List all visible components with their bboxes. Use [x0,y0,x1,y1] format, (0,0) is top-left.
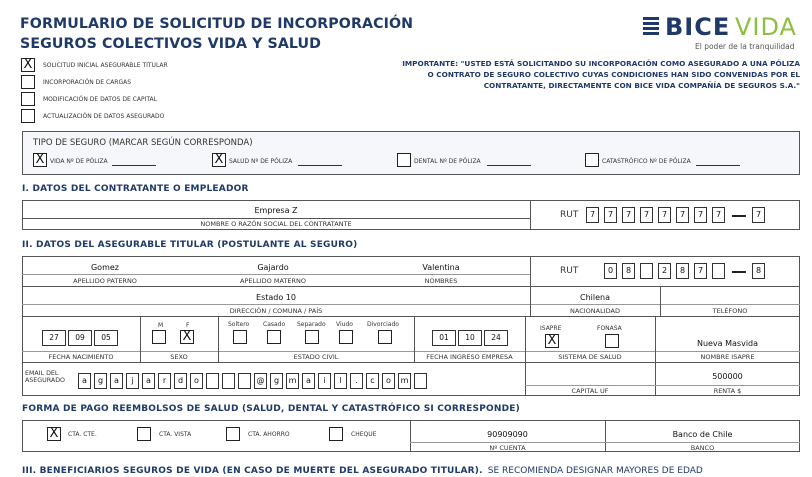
direccion-value[interactable]: Estado 10 [256,293,296,302]
email-char[interactable]: m [286,373,299,389]
section2-title: II. DATOS DEL ASEGURABLE TITULAR (POSTULANTE AL SEGURO) [22,240,358,250]
rut-digit[interactable]: 8 [622,263,635,279]
rut-digit[interactable]: 7 [640,207,653,223]
label-cheque: CHEQUE [351,431,377,438]
checkbox-actualizacion-datos[interactable] [21,109,35,123]
checkbox-solicitud-inicial[interactable]: X [21,58,35,72]
rut-digit[interactable] [712,263,725,279]
logo-tagline: El poder de la tranquilidad [695,42,795,51]
logo-vida-text: VIDA [735,13,797,41]
label-cta-ahorro: CTA. AHORRO [248,431,290,438]
fonasa-label: FONASA [597,325,622,332]
section3-note: SE RECOMIENDA DESIGNAR MAYORES DE EDAD [487,466,703,476]
label-cta-cte: CTA. CTE. [68,431,97,438]
logo-bice-text: BICE [665,13,731,41]
rut-digit[interactable]: 8 [676,263,689,279]
payment-title: FORMA DE PAGO REEMBOLSOS DE SALUD (SALUD, DENTAL Y CATASTRÓFICO SI CORRESPONDE) [22,404,520,414]
bank-value[interactable]: Banco de Chile [672,430,733,439]
rut-digit[interactable]: 0 [604,263,617,279]
company-name-label: NOMBRE O RAZÓN SOCIAL DEL CONTRATANTE [200,220,352,228]
form-title-line2: SEGUROS COLECTIVOS VIDA Y SALUD [20,36,322,52]
rut-digit[interactable]: 7 [676,207,689,223]
email-char[interactable]: c [366,373,379,389]
label-actualizacion-datos: ACTUALIZACIÓN DE DATOS ASEGURADO [43,113,165,120]
rut-digit[interactable]: 7 [712,207,725,223]
birth-day[interactable]: 27 [42,330,66,346]
label-salud-poliza: SALUD Nº DE PÓLIZA [229,158,293,165]
company-name-value[interactable]: Empresa Z [254,206,298,215]
section2-rut-label: RUT [560,266,579,276]
rut-dash [732,215,746,217]
label-incorporacion-cargas: INCORPORACIÓN DE CARGAS [43,79,132,86]
email-char[interactable]: i [318,373,331,389]
nacionalidad-label: NACIONALIDAD [570,307,620,315]
rut-digit[interactable]: 2 [658,263,671,279]
nacionalidad-value[interactable]: Chilena [580,293,610,302]
birth-label: FECHA NACIMIENTO [48,353,114,361]
vida-poliza-field[interactable] [112,165,156,166]
checkbox-civil-divorciado[interactable] [378,330,392,344]
entry-month[interactable]: 10 [458,330,482,346]
email-char[interactable]: j [126,373,139,389]
email-char[interactable]: a [142,373,155,389]
label-solicitud-inicial: SOLICITUD INICIAL ASEGURABLE TITULAR [43,62,168,69]
health-system-label: SISTEMA DE SALUD [558,353,622,361]
label-vida-poliza: VIDA Nº DE PÓLIZA [50,158,108,165]
checkbox-cta-cte[interactable]: X [47,427,61,441]
direccion-label: DIRECCIÓN / COMUNA / PAÍS [229,307,323,315]
civil-divorciado-label: Divorciado [367,321,399,328]
important-notice [402,58,800,91]
email-char[interactable]: o [190,373,203,389]
checkbox-fonasa[interactable] [605,334,619,348]
email-char[interactable]: d [174,373,187,389]
checkbox-salud[interactable]: X [212,153,226,167]
rut-dash [732,271,746,273]
checkbox-catastrofico[interactable] [585,153,599,167]
email-char[interactable]: @ [254,373,267,389]
email-char[interactable] [222,373,235,389]
email-char[interactable] [414,373,427,389]
catastrofico-poliza-field[interactable] [696,165,740,166]
apellido-materno-label: APELLIDO MATERNO [240,277,306,285]
checkbox-civil-casado[interactable] [267,330,281,344]
entry-label: FECHA INGRESO EMPRESA [426,353,513,361]
bank-label: BANCO [690,444,715,452]
apellido-materno-value[interactable]: Gajardo [257,263,289,272]
rut-digit[interactable] [640,263,653,279]
birth-month[interactable]: 09 [68,330,92,346]
label-catastrofico-poliza: CATASTRÓFICO Nº DE PÓLIZA [602,158,691,165]
section3-title: III. BENEFICIARIOS SEGUROS DE VIDA (EN CASO DE MUERTE DEL ASEGURADO TITULAR). [22,466,483,476]
checkbox-cheque[interactable] [329,427,343,441]
civil-separado-label: Separado [297,321,326,328]
capital-uf-label: CAPITAL UF [571,387,609,395]
rut-digit[interactable]: 7 [622,207,635,223]
email-char[interactable]: a [302,373,315,389]
section3-header [22,458,703,477]
email-char[interactable]: o [382,373,395,389]
email-char[interactable]: g [270,373,283,389]
isapre-label: ISAPRE [540,325,562,332]
account-number-label: Nº CUENTA [489,444,526,452]
isapre-name-value[interactable]: Nueva Masvida [696,339,759,348]
checkbox-incorporacion-cargas[interactable] [21,75,35,89]
checkbox-cta-vista[interactable] [137,427,151,441]
checkbox-isapre[interactable]: X [545,334,559,348]
salud-poliza-field[interactable] [298,165,342,166]
renta-label: RENTA $ [713,387,742,395]
rut-verifier-digit[interactable]: 8 [752,263,765,279]
sex-m-label: M [158,322,164,329]
civil-viudo-label: Viudo [336,321,353,328]
rut-digit[interactable]: 7 [658,207,671,223]
email-char[interactable]: l [334,373,347,389]
civil-casado-label: Casado [263,321,286,328]
rut-verifier-digit[interactable]: 7 [752,207,765,223]
checkbox-sex-f[interactable]: X [180,330,194,344]
email-char[interactable]: a [110,373,123,389]
notice-line3: CONTRATANTE, DIRECTAMENTE CON BICE VIDA COMPAÑÍA DE SEGUROS S.A." [483,81,800,90]
checkbox-civil-viudo[interactable] [339,330,353,344]
email-char[interactable]: m [398,373,411,389]
email-char[interactable]: g [94,373,107,389]
checkbox-cta-ahorro[interactable] [226,427,240,441]
checkbox-sex-m[interactable] [152,330,166,344]
email-char[interactable] [238,373,251,389]
notice-line2: O CONTRATO DE SEGURO COLECTIVO CUYAS CONDICIONES HAN SIDO CONVENIDAS POR EL [427,70,800,79]
sex-f-label: F [186,322,190,329]
email-char[interactable]: r [158,373,171,389]
label-cta-vista: CTA. VISTA [159,431,192,438]
civil-label: ESTADO CIVIL [293,353,339,361]
section1-rut-label: RUT [560,210,579,220]
checkbox-vida[interactable]: X [33,153,47,167]
rut-digit[interactable]: 7 [586,207,599,223]
email-char[interactable]: a [78,373,91,389]
rut-digit[interactable]: 7 [694,263,707,279]
sex-label: SEXO [170,353,188,361]
dental-poliza-field[interactable] [487,165,531,166]
label-modificacion-capital: MODIFICACIÓN DE DATOS DE CAPITAL [43,96,157,103]
entry-year[interactable]: 24 [484,330,508,346]
apellido-paterno-value[interactable]: Gomez [90,263,119,272]
rut-digit[interactable]: 7 [694,207,707,223]
email-label: EMAIL DEL ASEGURADO [25,370,66,384]
account-number-value[interactable]: 90909090 [487,430,528,439]
checkbox-civil-soltero[interactable] [233,330,247,344]
renta-value[interactable]: 500000 [712,372,743,381]
checkbox-civil-separado[interactable] [305,330,319,344]
birth-year[interactable]: 05 [94,330,118,346]
section1-title: I. DATOS DEL CONTRATANTE O EMPLEADOR [22,184,249,194]
isapre-name-label: NOMBRE ISAPRE [700,353,755,361]
email-char[interactable] [206,373,219,389]
checkbox-dental[interactable] [397,153,411,167]
apellido-paterno-label: APELLIDO PATERNO [73,277,137,285]
checkbox-modificacion-capital[interactable] [21,92,35,106]
logo-bars-icon [643,17,659,35]
civil-soltero-label: Soltero [228,321,250,328]
rut-digit[interactable]: 7 [604,207,617,223]
insurance-type-title: TIPO DE SEGURO (MARCAR SEGÚN CORRESPONDA) [33,138,253,148]
form-title-line1: FORMULARIO DE SOLICITUD DE INCORPORACIÓN [20,16,414,32]
notice-line1: IMPORTANTE: "USTED ESTÁ SOLICITANDO SU INCORPORACIÓN COMO ASEGURADO A UNA PÓLIZA [402,59,800,68]
label-dental-poliza: DENTAL Nº DE PÓLIZA [414,158,481,165]
telefono-label: TELÉFONO [712,307,748,315]
entry-day[interactable]: 01 [432,330,456,346]
nombres-label: NOMBRES [424,277,458,285]
email-char[interactable]: . [350,373,363,389]
nombres-value[interactable]: Valentina [422,263,460,272]
